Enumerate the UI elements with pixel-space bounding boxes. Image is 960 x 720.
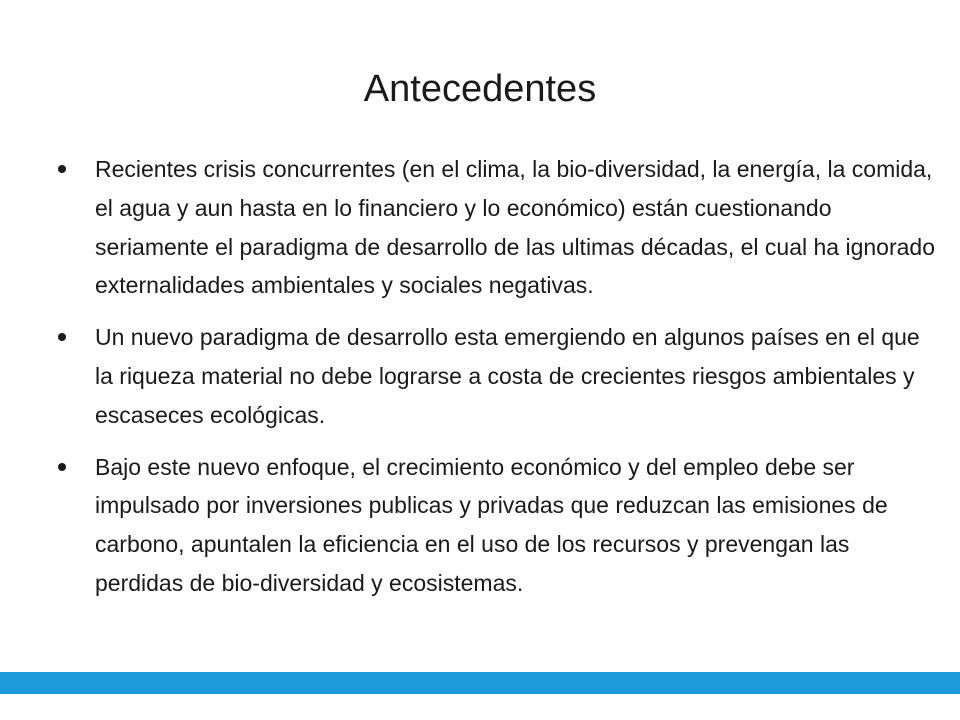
footer-accent-bar — [0, 672, 960, 694]
bullet-dot-icon — [58, 165, 66, 173]
bullet-dot-icon — [58, 333, 66, 341]
bullet-item — [55, 448, 935, 603]
bullet-list — [55, 150, 935, 616]
bullet-item — [55, 150, 935, 305]
bullet-dot-icon — [58, 463, 66, 471]
bullet-item — [55, 318, 935, 434]
bullet-text: Bajo este nuevo enfoque, el crecimiento económico y del empleo debe ser impulsado por inversiones publicas y privadas que reduzcan las emisiones de carbono, apuntalen la eficiencia en el uso de los recursos y prevengan las perdidas de bio-diversidad y ecosistemas. — [95, 453, 888, 596]
bullet-text: Un nuevo paradigma de desarrollo esta emergiendo en algunos países en el que la riqueza material no debe lograrse a costa de crecientes riesgos ambientales y escaseces ecológicas. — [95, 324, 920, 428]
bullet-text: Recientes crisis concurrentes (en el clima, la bio-diversidad, la energía, la comida, el agua y aun hasta en lo financiero y lo económico) están cuestionando seriamente el paradigma de desarrollo de las ultimas décadas, el cual ha ignorado externalidades ambientales y sociales negativas. — [95, 156, 935, 299]
slide-title: Antecedentes — [363, 68, 597, 110]
